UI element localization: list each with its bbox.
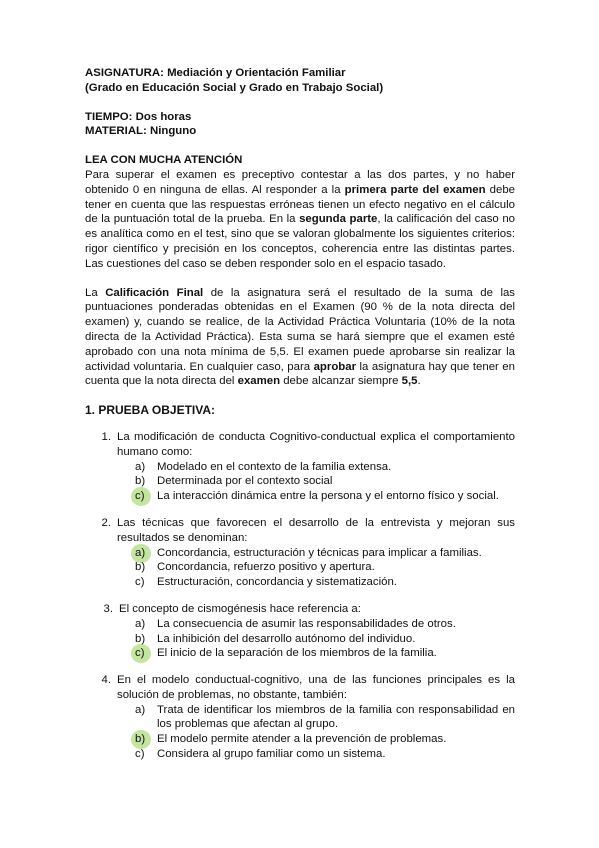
option-text: Considera al grupo familiar como un sistema. xyxy=(157,748,386,761)
option-letter: b) xyxy=(135,475,146,488)
option-c[interactable] xyxy=(135,489,515,504)
bold-run: 5,5 xyxy=(401,375,418,388)
option-b[interactable] xyxy=(135,632,515,647)
time-line xyxy=(85,110,515,125)
option-text: Trata de identificar los miembros de la familia con responsabilidad en los problemas que afectan al grupo. xyxy=(157,703,515,731)
option-text: El modelo permite atender a la prevención de problemas. xyxy=(157,733,447,746)
option-a[interactable] xyxy=(135,703,515,733)
option-text: Concordancia, refuerzo positivo y apertura. xyxy=(157,561,375,574)
question-4 xyxy=(85,673,515,762)
option-letter: b) xyxy=(135,632,146,645)
option-text: La inhibición del desarrollo autónomo del individuo. xyxy=(157,632,416,645)
option-letter: a) xyxy=(135,460,146,473)
text-run: la asignatura hay que tener en cuenta que la nota directa del xyxy=(85,360,515,388)
degree-line: (Grado en Educación Social y Grado en Trabajo Social) xyxy=(85,81,384,94)
option-letter: b) xyxy=(135,561,146,574)
bold-run: examen xyxy=(237,375,281,388)
bold-run: segunda parte xyxy=(299,213,378,226)
question-number: 2. xyxy=(101,516,111,529)
option-letter: c) xyxy=(135,647,145,660)
question-number: 1. xyxy=(101,430,111,443)
option-letter: b) xyxy=(135,733,146,746)
subject-line xyxy=(85,66,515,81)
option-c[interactable] xyxy=(135,575,515,590)
option-letter: a) xyxy=(135,546,146,559)
time-value: Dos horas xyxy=(135,110,192,123)
option-text: Concordancia, estructuración y técnicas para implicar a familias. xyxy=(157,546,482,559)
exam-page xyxy=(85,66,515,762)
option-letter: c) xyxy=(135,748,145,761)
option-text: El inicio de la separación de los miembros de la familia. xyxy=(157,647,437,660)
text-run: debe alcanzar siempre xyxy=(280,375,402,388)
option-a[interactable] xyxy=(135,460,515,475)
option-text: La consecuencia de asumir las responsabilidades de otros. xyxy=(157,617,456,630)
subject-value: Mediación y Orientación Familiar xyxy=(167,67,346,79)
time-label: TIEMPO: xyxy=(85,110,133,123)
text-run: . xyxy=(417,375,421,388)
option-text: La interacción dinámica entre la persona y el entorno físico y social. xyxy=(157,490,499,503)
question-text: El concepto de cismogénesis hace referencia a: xyxy=(119,602,361,615)
question-3 xyxy=(85,602,515,661)
option-c[interactable] xyxy=(135,747,515,762)
material-label: MATERIAL: xyxy=(85,125,147,138)
option-a[interactable] xyxy=(135,617,515,632)
option-b[interactable] xyxy=(135,474,515,489)
material-value: Ninguno xyxy=(149,125,197,138)
bold-run: Calificación Final xyxy=(105,286,204,299)
option-letter: a) xyxy=(135,617,146,630)
text-run: Para superar el examen es preceptivo contestar a las dos partes, y no haber obtenido 0 en ninguna de ellas. Al responder a la xyxy=(85,168,515,196)
text-run: , la calificación del caso no es analítica como en el test, sino que se valoran globalmente los siguientes criterios: rigor científico y precisión en los conceptos, coherencia entre las distintas partes. Las cuestiones del caso se deben responder solo en el espacio tasado. xyxy=(85,213,516,270)
option-letter: c) xyxy=(135,576,145,589)
option-text: Modelado en el contexto de la familia extensa. xyxy=(157,460,392,473)
option-b[interactable] xyxy=(135,732,515,747)
section-title: 1. PRUEBA OBJETIVA: xyxy=(85,403,216,418)
text-run: de la asignatura será el resultado de la suma de las puntuaciones ponderadas obtenidas en el Examen (90 % de la nota directa del examen) y, cuando se realice, de la Actividad Práctica Voluntaria (10% de la nota directa de la Actividad Práctica). Esta suma se hará siempre que el examen esté aprobado con una nota mínima de 5,5. El examen puede aprobarse sin realizar la actividad voluntaria. En cualquier caso, para xyxy=(85,286,516,373)
question-2 xyxy=(85,516,515,590)
option-text: Determinada por el contexto social xyxy=(157,475,333,488)
question-text: En el modelo conductual-cognitivo, una de las funciones principales es la solución de problemas, no obstante, también: xyxy=(117,674,515,701)
text-run: debe tener en cuenta que las respuestas erróneas tienen un efecto negativo en el cálculo de la puntuación total de la prueba. En la xyxy=(85,183,515,226)
instructions-heading: LEA CON MUCHA ATENCIÓN xyxy=(85,154,243,167)
option-c[interactable] xyxy=(135,646,515,661)
bold-run: aprobar xyxy=(313,360,357,373)
question-number: 4. xyxy=(101,674,111,687)
option-letter: c) xyxy=(135,490,145,503)
instructions-paragraph-2 xyxy=(85,286,515,390)
question-1 xyxy=(85,430,515,504)
option-a[interactable] xyxy=(135,546,515,561)
option-letter: a) xyxy=(135,703,146,716)
subject-label: ASIGNATURA: xyxy=(85,67,164,79)
question-text: La modificación de conducta Cognitivo-conductual explica el comportamiento humano como: xyxy=(117,430,515,458)
instructions-paragraph-1 xyxy=(85,168,515,272)
option-b[interactable] xyxy=(135,560,515,575)
question-text: Las técnicas que favorecen el desarrollo de la entrevista y mejoran sus resultados se denominan: xyxy=(117,516,515,544)
option-text: Estructuración, concordancia y sistematización. xyxy=(157,576,397,589)
material-line xyxy=(85,124,515,139)
text-run: La xyxy=(85,286,106,299)
question-number: 3. xyxy=(103,602,113,615)
bold-run: primera parte del examen xyxy=(344,183,486,196)
